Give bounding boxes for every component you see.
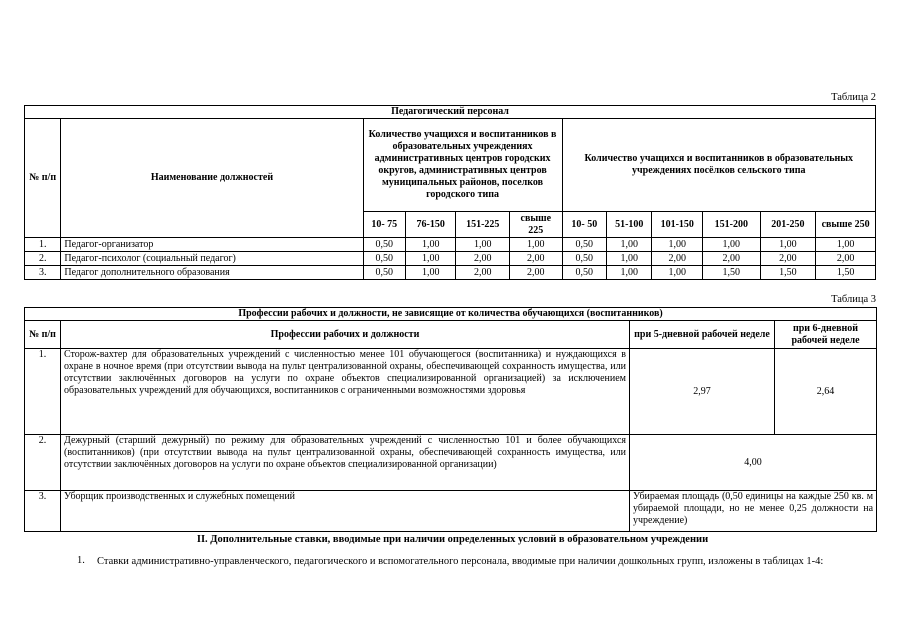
- table3-caption: Таблица 3: [831, 294, 876, 305]
- position-name: Педагог-организатор: [61, 238, 363, 252]
- table-cell: 2,00: [816, 252, 876, 266]
- table-row: [25, 349, 877, 435]
- table3-col-5day-header: при 5-дневной рабочей неделе: [630, 321, 775, 349]
- table-cell: 0,50: [562, 238, 606, 252]
- table-cell: 1,00: [703, 238, 761, 252]
- table-cell: 1,00: [652, 238, 703, 252]
- list-item-number: 1.: [77, 555, 85, 566]
- list-item-text: Ставки административно-управленческого, педагогического и вспомогательного персонала, вводимые при наличии дошкольных групп, изложены в таблицах 1-4:: [97, 556, 824, 567]
- table-cell: 1,00: [607, 266, 652, 280]
- table2-pedagogical-staff: [24, 105, 876, 280]
- table2-range-header: 10- 75: [363, 212, 405, 238]
- table-cell: 2,00: [456, 252, 510, 266]
- table-cell: 0,50: [363, 266, 405, 280]
- table-cell: 1,00: [510, 238, 563, 252]
- table2-caption: Таблица 2: [831, 92, 876, 103]
- table-cell: 2,00: [456, 266, 510, 280]
- table-cell: 1,00: [456, 238, 510, 252]
- table-cell: 2,00: [652, 252, 703, 266]
- section2-heading: II. Дополнительные ставки, вводимые при наличии определенных условий в образовательном учреждении: [196, 534, 709, 545]
- table-cell: 2,97: [630, 349, 775, 435]
- table-cell: 1,00: [816, 238, 876, 252]
- table-cell: 1,00: [607, 252, 652, 266]
- table3-col-name-header: Профессии рабочих и должности: [61, 321, 630, 349]
- table-cell: 1,00: [607, 238, 652, 252]
- table2-group-rural-header: Количество учащихся и воспитанников в образовательных учреждениях посёлков сельского типа: [562, 119, 875, 212]
- table2-range-header: 51-100: [607, 212, 652, 238]
- position-name: Дежурный (старший дежурный) по режиму для образовательных учреждений с численностью 101 и более обучающихся (воспитанников) (при отсутствии вывода на пульт централизованной охраны, обеспечивающей сохранность имущества, или отсутствии заключённых договоров на услуги по охране объектов специализированной организации): [61, 435, 630, 491]
- position-name: Педагог-психолог (социальный педагог): [61, 252, 363, 266]
- table2-range-header: свыше 225: [510, 212, 563, 238]
- table3-col-6day-header: при 6-дневной рабочей неделе: [775, 321, 877, 349]
- table2-range-header: 151-225: [456, 212, 510, 238]
- row-number: 1.: [25, 349, 61, 435]
- table2-range-header: 76-150: [405, 212, 456, 238]
- table-cell: 1,00: [760, 238, 816, 252]
- row-number: 1.: [25, 238, 61, 252]
- table2-range-header: 10- 50: [562, 212, 606, 238]
- table3-col-num-header: № п/п: [25, 321, 61, 349]
- table-row: [25, 252, 876, 266]
- row-number: 2.: [25, 252, 61, 266]
- table-row: [25, 435, 877, 491]
- table-cell: 2,64: [775, 349, 877, 435]
- table-cell: 1,50: [703, 266, 761, 280]
- table-row: [25, 238, 876, 252]
- table-cell: 1,50: [760, 266, 816, 280]
- table-cell: 2,00: [703, 252, 761, 266]
- table-cell: 2,00: [510, 266, 563, 280]
- position-name: Уборщик производственных и служебных помещений: [61, 491, 630, 532]
- position-name: Педагог дополнительного образования: [61, 266, 363, 280]
- table-cell: 2,00: [760, 252, 816, 266]
- table-row: [25, 491, 877, 532]
- table3-section-title: Профессии рабочих и должности, не зависящие от количества обучающихся (воспитанников): [25, 308, 877, 321]
- table-cell: 1,00: [652, 266, 703, 280]
- table2-group-urban-header: Количество учащихся и воспитанников в образовательных учреждениях административных центров городских округов, административных центров муниципальных районов, поселков городского типа: [363, 119, 562, 212]
- table-cell: 2,00: [510, 252, 563, 266]
- table-cell: 0,50: [562, 266, 606, 280]
- table2-section-title: Педагогический персонал: [25, 106, 876, 119]
- table-cell: Убираемая площадь (0,50 единицы на каждые 250 кв. м убираемой площади, но не менее 0,25 должности на учреждение): [630, 491, 877, 532]
- table-cell: 1,00: [405, 238, 456, 252]
- row-number: 2.: [25, 435, 61, 491]
- table2-range-header: 151-200: [703, 212, 761, 238]
- table-cell: 1,00: [405, 266, 456, 280]
- table-cell: 4,00: [630, 435, 877, 491]
- table2-range-header: свыше 250: [816, 212, 876, 238]
- table-cell: 0,50: [363, 252, 405, 266]
- table3-workers: [24, 307, 877, 532]
- table2-col-name-header: Наименование должностей: [61, 119, 363, 238]
- row-number: 3.: [25, 491, 61, 532]
- table-cell: 1,00: [405, 252, 456, 266]
- table-row: [25, 266, 876, 280]
- table2-col-num-header: № п/п: [25, 119, 61, 238]
- position-name: Сторож-вахтер для образовательных учреждений с численностью менее 101 обучающегося (воспитанника) и нуждающихся в охране в ночное время (при отсутствии вывода на пульт централизованной охраны, обеспечивающей сохранность имущества, или отсутствии заключённых договоров на услуги по охране объектов специализированной организацией) за исключением образовательных учреждений для обучающихся, воспитанников с ограниченными возможностями здоровья: [61, 349, 630, 435]
- table2-range-header: 101-150: [652, 212, 703, 238]
- table-cell: 0,50: [562, 252, 606, 266]
- table-cell: 1,50: [816, 266, 876, 280]
- table2-range-header: 201-250: [760, 212, 816, 238]
- row-number: 3.: [25, 266, 61, 280]
- table-cell: 0,50: [363, 238, 405, 252]
